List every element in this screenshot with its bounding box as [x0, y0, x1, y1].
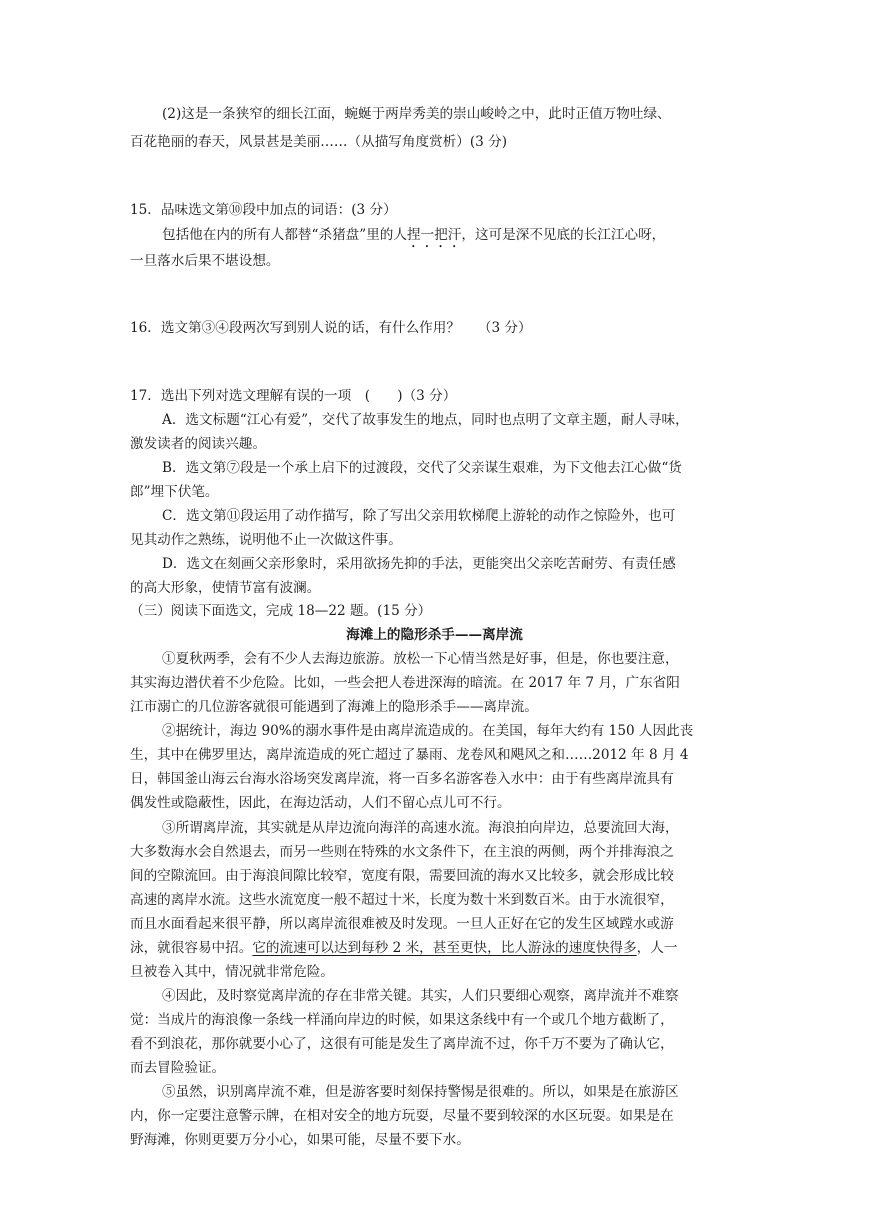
- paragraph-2-line-4: 偶发性或隐蔽性，因此，在海边活动，人们不留心点儿可不行。: [130, 795, 511, 811]
- q17-option-a-line-1: A．选文标题“江心有爱”，交代了故事发生的地点，同时也点明了文章主题，耐人寻味，: [162, 412, 689, 428]
- q15-stem: 15．品味选文第⑩段中加点的词语：(3 分）: [130, 202, 397, 218]
- q17-option-c-line-2: 见其动作之熟练，说明他不止一次做这件事。: [130, 532, 402, 548]
- paragraph-3-line-2: 大多数海水会自然退去，而另一些则在特殊的水文条件下，在主浪的两侧，两个并排海浪之: [130, 844, 674, 860]
- paragraph-3-line-1: ③所谓离岸流，其实就是从岸边流向海洋的高速水流。海浪拍向岸边，总要流回大海，: [162, 820, 679, 836]
- section3-heading: （三）阅读下面选文，完成 18—22 题。(15 分）: [130, 603, 432, 619]
- q15-quote-part-a: 包括他在内的所有人都替“杀猪盘”里的人: [162, 227, 407, 243]
- q15-quote-part-b: ，这可是深不见底的长江江心呀，: [461, 227, 666, 243]
- paragraph-1-line-2: 其实海边潜伏着不少危险。比如，一些会把人卷进深海的暗流。在 2017 年 7 月，广东省阳: [130, 675, 680, 691]
- paragraph-4-line-2: 觉：当成片的海浪像一条线一样涌向岸边的时候，如果这条线中有一个或几个地方截断了，: [130, 1012, 674, 1028]
- q17-option-d-line-2: 的高大形象，使情节富有波澜。: [130, 580, 321, 596]
- q14-2-line-2: 百花艳丽的春天，风景甚是美丽……（从描写角度赏析）(3 分): [130, 134, 508, 150]
- q17-stem: 17．选出下列对选文理解有误的一项 ( )（3 分）: [130, 388, 457, 404]
- paragraph-3-line-4: 高速的离岸水流。这些水流宽度一般不超过十米，长度为数十米到数百米。由于水流很窄，: [130, 892, 674, 908]
- q15-quote-line-2: 一旦落水后果不堪设想。: [130, 253, 280, 269]
- paragraph-3-line-3: 间的空隙流回。由于海浪间隙比较窄，宽度有限，需要回流的海水又比较多，就会形成比较: [130, 868, 674, 884]
- paragraph-3-line-6: [130, 938, 677, 958]
- q17-option-c-line-1: C．选文第⑪段运用了动作描写，除了写出父亲用软梯爬上游轮的动作之惊险外，也可: [162, 508, 676, 524]
- paragraph-4-line-1: ④因此，及时察觉离岸流的存在非常关键。其实，人们只要细心观察，离岸流并不难察: [162, 988, 679, 1004]
- q17-option-a-line-2: 激发读者的阅读兴趣。: [130, 436, 266, 452]
- paragraph-5-line-1: ⑤虽然，识别离岸流不难，但是游客要时刻保持警惕是很难的。所以，如果是在旅游区: [162, 1084, 679, 1100]
- paragraph-2-line-1: ②据统计，海边 90%的溺水事件是由离岸流造成的。在美国，每年大约有 150 人因此丧: [162, 723, 694, 739]
- paragraph-1-line-3: 江市溺亡的几位游客就很可能遇到了海滩上的隐形杀手——离岸流。: [130, 699, 538, 715]
- q16-stem: 16．选文第③④段两次写到别人说的话，有什么作用？ （3 分）: [130, 320, 532, 336]
- paragraph-3-line-5: 而且水面看起来很平静，所以离岸流很难被及时发现。一旦人正好在它的发生区域蹚水或游: [130, 916, 674, 932]
- q17-option-b-line-2: 郎”埋下伏笔。: [130, 484, 219, 500]
- paragraph-3-line-6-end: ，人一: [636, 940, 678, 956]
- paragraph-4-line-3: 看不到浪花，那你就要小心了，这很有可能是发生了离岸流不过，你千万不要为了确认它，: [130, 1036, 674, 1052]
- paragraph-5-line-2: 内，你一定要注意警示牌，在相对安全的地方玩耍，尽量不要到较深的水区玩耍。如果是在: [130, 1108, 674, 1124]
- paragraph-5-line-3: 野海滩，你则更要万分小心，如果可能，尽量不要下水。: [130, 1132, 470, 1148]
- q17-option-d-line-1: D．选文在刻画父亲形象时，采用欲扬先抑的手法，更能突出父亲吃苦耐劳、有责任感: [162, 556, 676, 572]
- paragraph-1-line-1: ①夏秋两季，会有不少人去海边旅游。放松一下心情当然是好事，但是，你也要注意，: [162, 651, 679, 667]
- q14-2-line-1: (2)这是一条狭窄的细长江面，蜿蜒于两岸秀美的崇山峻岭之中，此时正值万物吐绿、: [162, 106, 671, 122]
- paragraph-3-line-7: 旦被卷入其中，情况就非常危险。: [130, 964, 334, 980]
- underlined-sentence: 它的流速可以达到每秒 2 米，甚至更快，比人游泳的速度快得多: [252, 940, 637, 956]
- paragraph-2-line-2: 生，其中在佛罗里达，离岸流造成的死亡超过了暴雨、龙卷风和飓风之和……2012 年 8 月 4: [130, 747, 689, 763]
- q17-option-b-line-1: B．选文第⑦段是一个承上启下的过渡段，交代了父亲谋生艰难，为下文他去江心做“货: [162, 460, 682, 476]
- article-title: 海滩上的隐形杀手——离岸流: [346, 627, 523, 643]
- q15-quote-line-1: [162, 225, 665, 251]
- paragraph-3-line-6-start: 泳，就很容易中招。: [130, 940, 253, 956]
- q15-emphasized-phrase: 捏一把汗: [407, 227, 462, 243]
- paragraph-2-line-3: 日，韩国釜山海云台海水浴场突发离岸流，将一百多名游客卷入水中：由于有些离岸流具有: [130, 771, 674, 787]
- paragraph-4-line-4: 而去冒险验证。: [130, 1060, 226, 1076]
